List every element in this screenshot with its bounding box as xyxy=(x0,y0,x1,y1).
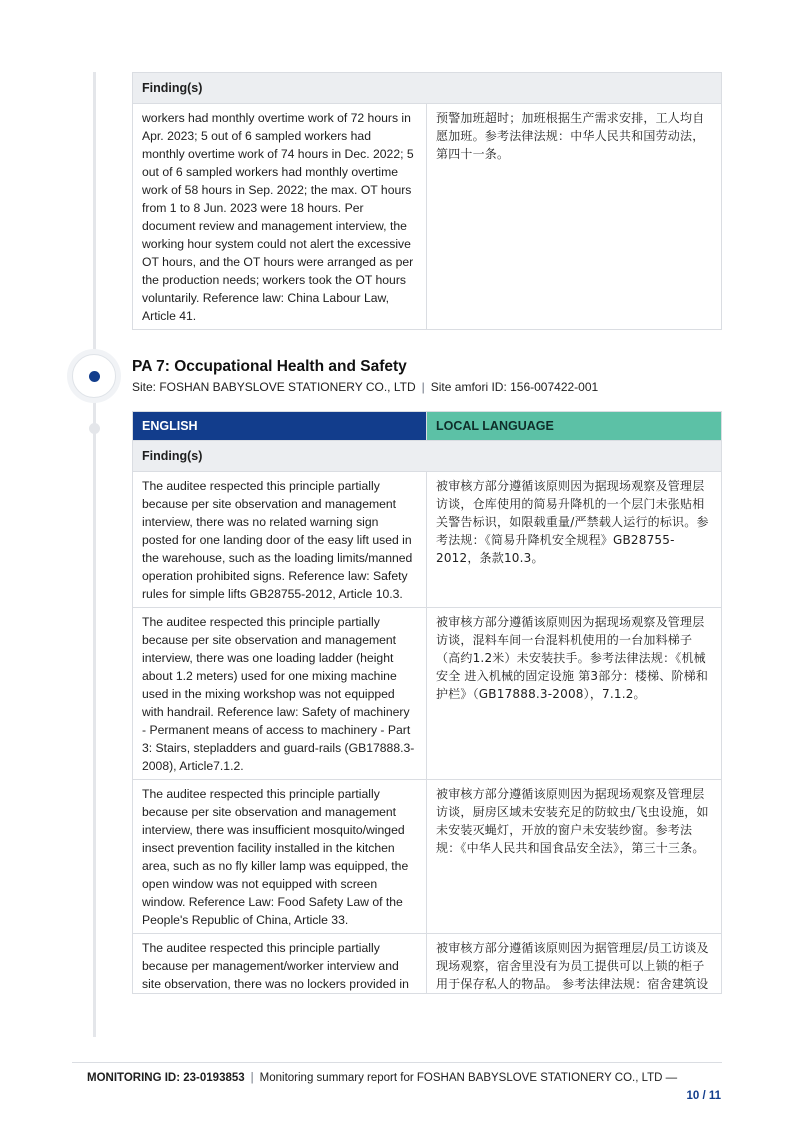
finding-english: The auditee respected this principle partially because per site observation and management interview, there was insufficient mosquito/winged insect prevention facility installed in the kitchen area, such as no fly killer lamp was equipped, the open window was not equipped with screen window. Reference Law: Food Safety Law of the People's Republic of China, Article 33. xyxy=(133,780,427,934)
section-title: PA 7: Occupational Health and Safety xyxy=(132,358,407,375)
footer-separator: | xyxy=(250,1072,254,1084)
findings-table-continued xyxy=(132,72,722,330)
finding-english: The auditee respected this principle partially because per site observation and management interview, there was no related warning sign posted for one landing door of the easy lift used in the warehouse, such as the loading limits/manned operation prohibited signs. Reference law: Safety rules for simple lifts GB28755-2012, Article 10.3. xyxy=(133,472,427,608)
finding-local: 被审核方部分遵循该原则因为据现场观察及管理层访谈，混料车间一台混料机使用的一台加料梯子（高约1.2米）未安装扶手。参考法律法规：《机械安全 进入机械的固定设施 第3部分：楼梯、阶梯和护栏》（GB17888.3-2008），7.1.2。 xyxy=(427,608,722,780)
finding-english: workers had monthly overtime work of 72 hours in Apr. 2023; 5 out of 6 sampled workers had monthly overtime work of 74 hours in Dec. 2022; 5 out of 6 sampled workers had monthly overtime work of 58 hours in Sep. 2022; the max. OT hours from 1 to 8 Jun. 2023 were 18 hours. Per document review and management interview, the working hour system could not alert the excessive OT hours, and the OT hours were arranged as per the production needs; workers took the OT hours voluntarily. Reference law: China Labour Law, Article 41. xyxy=(133,104,427,330)
page-number: 10 / 11 xyxy=(686,1090,721,1102)
timeline-node xyxy=(89,423,100,434)
table-row xyxy=(133,608,722,780)
timeline-marker-dot xyxy=(89,371,100,382)
site-separator: | xyxy=(421,380,425,394)
table-row xyxy=(133,780,722,934)
finding-header-row xyxy=(133,73,722,104)
site-id: Site amfori ID: 156-007422-001 xyxy=(430,380,599,394)
column-header-row xyxy=(133,412,722,441)
finding-header: Finding(s) xyxy=(133,441,722,472)
site-name: Site: FOSHAN BABYSLOVE STATIONERY CO., LTD xyxy=(132,380,416,394)
finding-local: 被审核方部分遵循该原则因为据管理层/员工访谈及现场观察，宿舍里没有为员工提供可以上锁的柜子用于保存私人的物品。 参考法律法规：宿舍建筑设 xyxy=(427,934,722,994)
timeline-marker xyxy=(72,354,116,398)
finding-local: 预警加班超时；加班根据生产需求安排，工人均自愿加班。参考法律法规：中华人民共和国劳动法，第四十一条。 xyxy=(427,104,722,330)
monitoring-id: MONITORING ID: 23-0193853 xyxy=(87,1072,245,1084)
finding-local: 被审核方部分遵循该原则因为据现场观察及管理层访谈，仓库使用的简易升降机的一个层门未张贴相关警告标识，如限载重量/严禁载人运行的标识。参考法规：《简易升降机安全规程》GB28755-2012，条款10.3。 xyxy=(427,472,722,608)
finding-header-row xyxy=(133,441,722,472)
report-title: Monitoring summary report for FOSHAN BABYSLOVE STATIONERY CO., LTD — xyxy=(259,1072,678,1084)
table-row xyxy=(133,472,722,608)
footer xyxy=(87,1072,677,1084)
findings-table xyxy=(132,411,722,994)
finding-english: The auditee respected this principle partially because per site observation and management interview, there was one loading ladder (height about 1.2 meters) used for one mixing machine used in the mixing workshop was not equipped with handrail. Reference law: Safety of machinery - Permanent means of access to machinery - Part 3: Stairs, stepladders and guard-rails (GB17888.3-2008), Article7.1.2. xyxy=(133,608,427,780)
timeline-line xyxy=(93,72,96,1037)
finding-header: Finding(s) xyxy=(133,73,722,104)
column-header-local: LOCAL LANGUAGE xyxy=(427,412,722,441)
site-info xyxy=(132,380,598,394)
finding-english: The auditee respected this principle partially because per management/worker interview and site observation, there was no lockers provided in xyxy=(133,934,427,994)
finding-local: 被审核方部分遵循该原则因为据现场观察及管理层访谈，厨房区域未安装充足的防蚊虫/飞虫设施，如未安装灭蝇灯，开放的窗户未安装纱窗。参考法规：《中华人民共和国食品安全法》，第三十三条。 xyxy=(427,780,722,934)
footer-divider xyxy=(72,1062,722,1063)
table-row xyxy=(133,934,722,994)
table-row xyxy=(133,104,722,330)
column-header-english: ENGLISH xyxy=(133,412,427,441)
